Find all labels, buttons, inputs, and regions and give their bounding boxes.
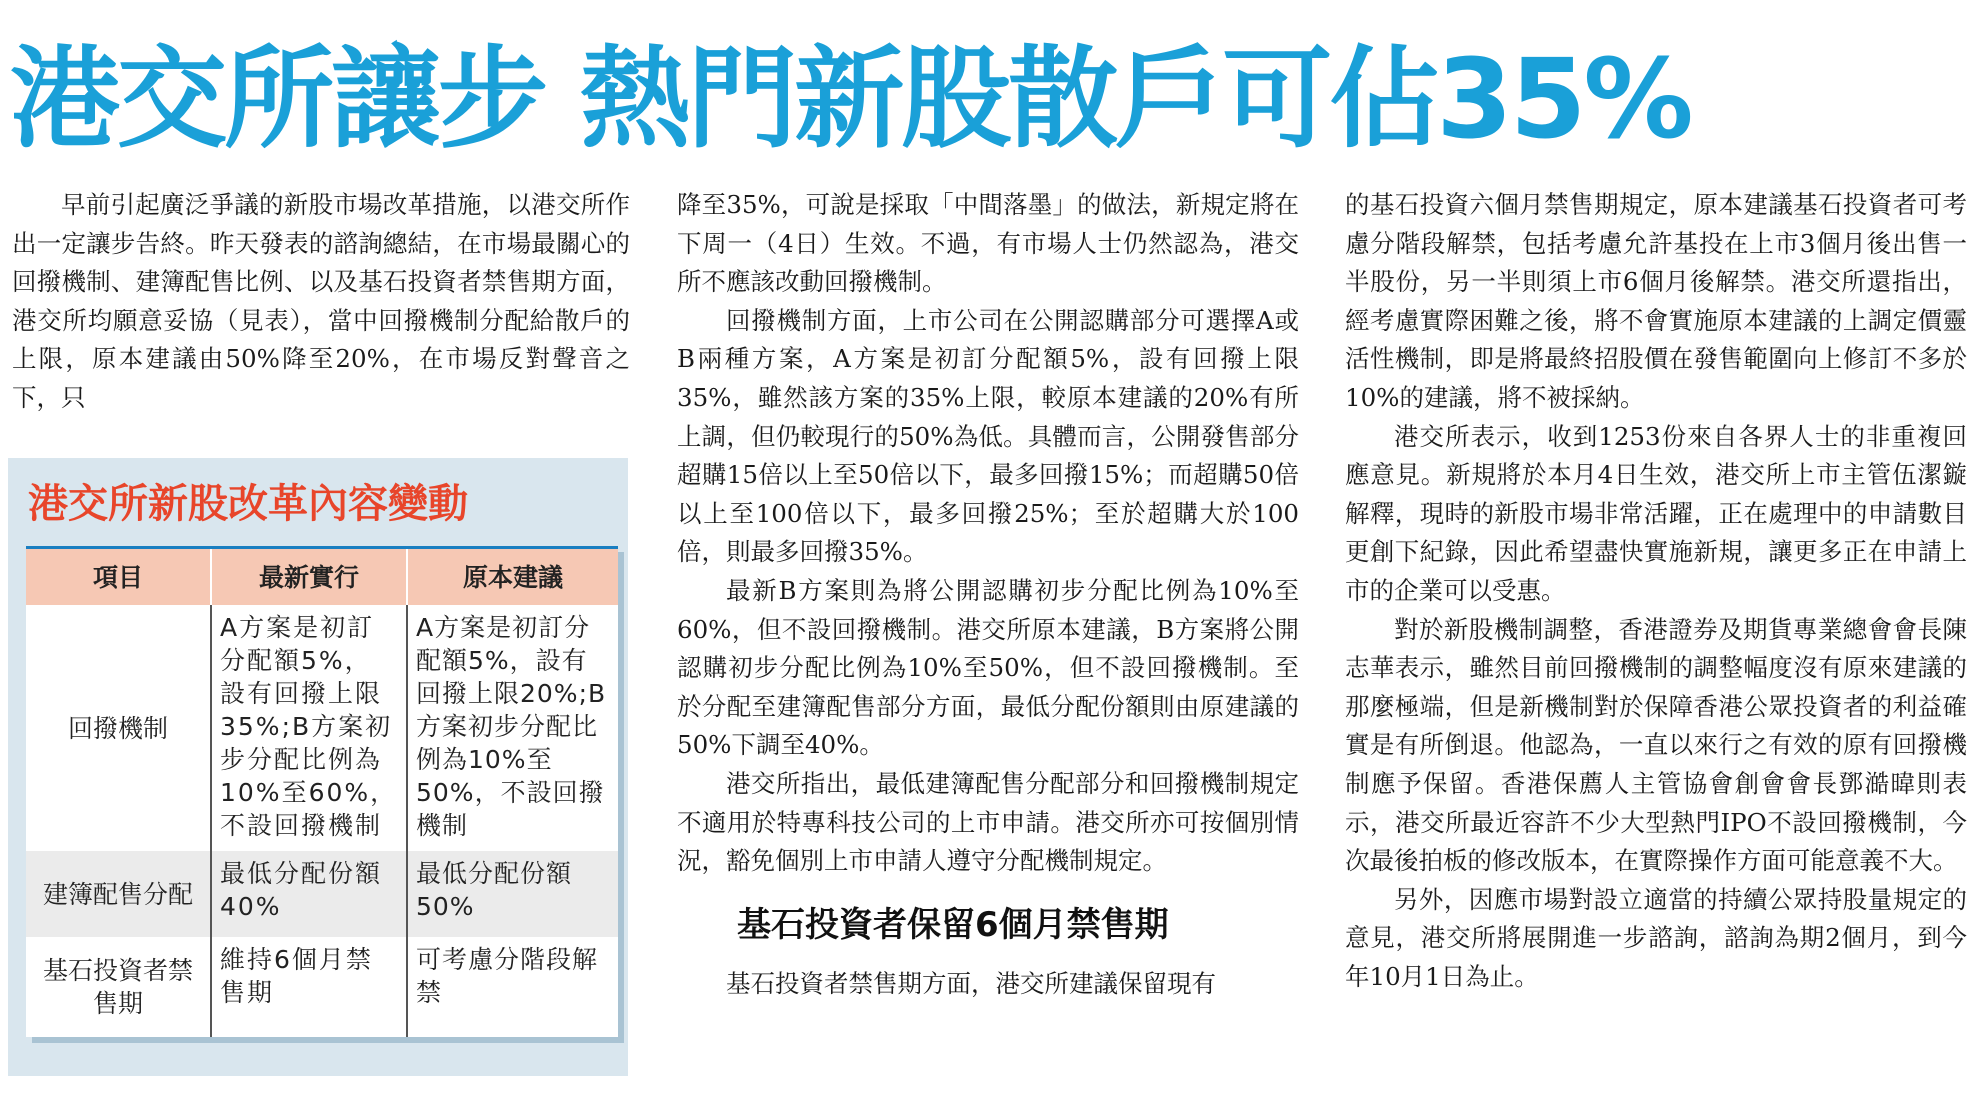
table-row [26,851,618,937]
subheading: 基石投資者保留6個月禁售期 [737,904,1169,945]
paragraph: 對於新股機制調整，香港證券及期貨專業總會會長陳志華表示，雖然目前回撥機制的調整幅度沒有原來建議的那麼極端，但是新機制對於保障香港公眾投資者的利益確實是有所倒退。他認為，一直以來行之有效的原有回撥機制應予保留。香港保薦人主管協會創會會長鄧澔暐則表示，港交所最近容許不少大型熱門IPO不設回撥機制，今次最後拍板的修改版本，在實際操作方面可能意義不大。 [1345,614,1967,876]
reform-comparison-table [26,546,618,1037]
paragraph: 另外，因應市場對設立適當的持續公眾持股量規定的意見，港交所將展開進一步諮詢，諮詢為期2個月，到今年10月1日為止。 [1345,884,1967,991]
table-row [26,937,618,1037]
table-header: 原本建議 [407,548,618,606]
table-cell: A方案是初訂分配額5%，設有回撥上限35%;B方案初步分配比例為10%至60%，不設回撥機制 [211,605,407,851]
paragraph: 最新B方案則為將公開認購初步分配比例為10%至60%，但不設回撥機制。港交所原本建議，B方案將公開認購初步分配比例為10%至50%，但不設回撥機制。至於分配至建簿配售部分方面，最低分配份額則由原建議的50%下調至40%。 [677,575,1299,760]
table-cell: 可考慮分階段解禁 [416,945,599,1007]
table-header-row [26,548,618,606]
table-cell: 建簿配售分配 [26,851,211,937]
paragraph: 港交所指出，最低建簿配售分配部分和回撥機制規定不適用於特專科技公司的上市申請。港交所亦可按個別情況，豁免個別上市申請人遵守分配機制規定。 [677,768,1299,876]
headline: 港交所讓步 熱門新股散戶可佔35% [10,35,1691,163]
table-cell: 最低分配份額40% [211,851,407,937]
paragraph: 港交所表示，收到1253份來自各界人士的非重複回應意見。新規將於本月4日生效，港交所上市主管伍潔鏇解釋，現時的新股市場非常活躍，正在處理中的申請數目更創下紀錄，因此希望盡快實施新規，讓更多正在申請上市的企業可以受惠。 [1345,421,1967,605]
table-header: 最新實行 [211,548,407,606]
paragraph: 早前引起廣泛爭議的新股市場改革措施，以港交所作出一定讓步告終。昨天發表的諮詢總結，在市場最關心的回撥機制、建簿配售比例、以及基石投資者禁售期方面，港交所均願意妥協（見表），當中回撥機制分配給散戶的上限，原本建議由50%降至20%，在市場反對聲音之下，只 [12,190,630,412]
article-column-3 [1345,186,1967,996]
sidebar-box [8,458,628,1076]
sidebar-title: 港交所新股改革內容變動 [28,481,468,527]
table-cell: 維持6個月禁售期 [211,937,407,1037]
table-cell: A方案是初訂分配額5%，設有回撥上限20%;B方案初步分配比例為10%至50%，不設回撥機制 [416,613,607,840]
paragraph: 降至35%，可說是採取「中間落墨」的做法，新規定將在下周一（4日）生效。不過，有市場人士仍然認為，港交所不應該改動回撥機制。 [677,190,1299,297]
article-column-2 [677,186,1299,1003]
paragraph: 基石投資者禁售期方面，港交所建議保留現有 [726,968,1216,998]
table-cell: 回撥機制 [26,605,211,851]
paragraph: 回撥機制方面，上市公司在公開認購部分可選擇A或B兩種方案，A方案是初訂分配額5%，設有回撥上限35%，雖然該方案的35%上限，較原本建議的20%有所上調，但仍較現行的50%為低。具體而言，公開發售部分超購15倍以上至50倍以下，最多回撥15%；而超購50倍以上至100倍以下，最多回撥25%；至於超購大於100倍，則最多回撥35%。 [677,305,1299,567]
article-column-1 [12,186,630,418]
table-row [26,605,618,851]
table-cell: 基石投資者禁售期 [26,937,211,1037]
paragraph: 的基石投資六個月禁售期規定，原本建議基石投資者可考慮分階段解禁，包括考慮允許基投在上市3個月後出售一半股份，另一半則須上市6個月後解禁。港交所還指出，經考慮實際困難之後，將不會實施原本建議的上調定價靈活性機制，即是將最終招股價在發售範圍向上修訂不多於10%的建議，將不被採納。 [1345,190,1967,412]
table-cell: 最低分配份額50% [407,851,618,937]
table-header: 項目 [26,548,211,606]
